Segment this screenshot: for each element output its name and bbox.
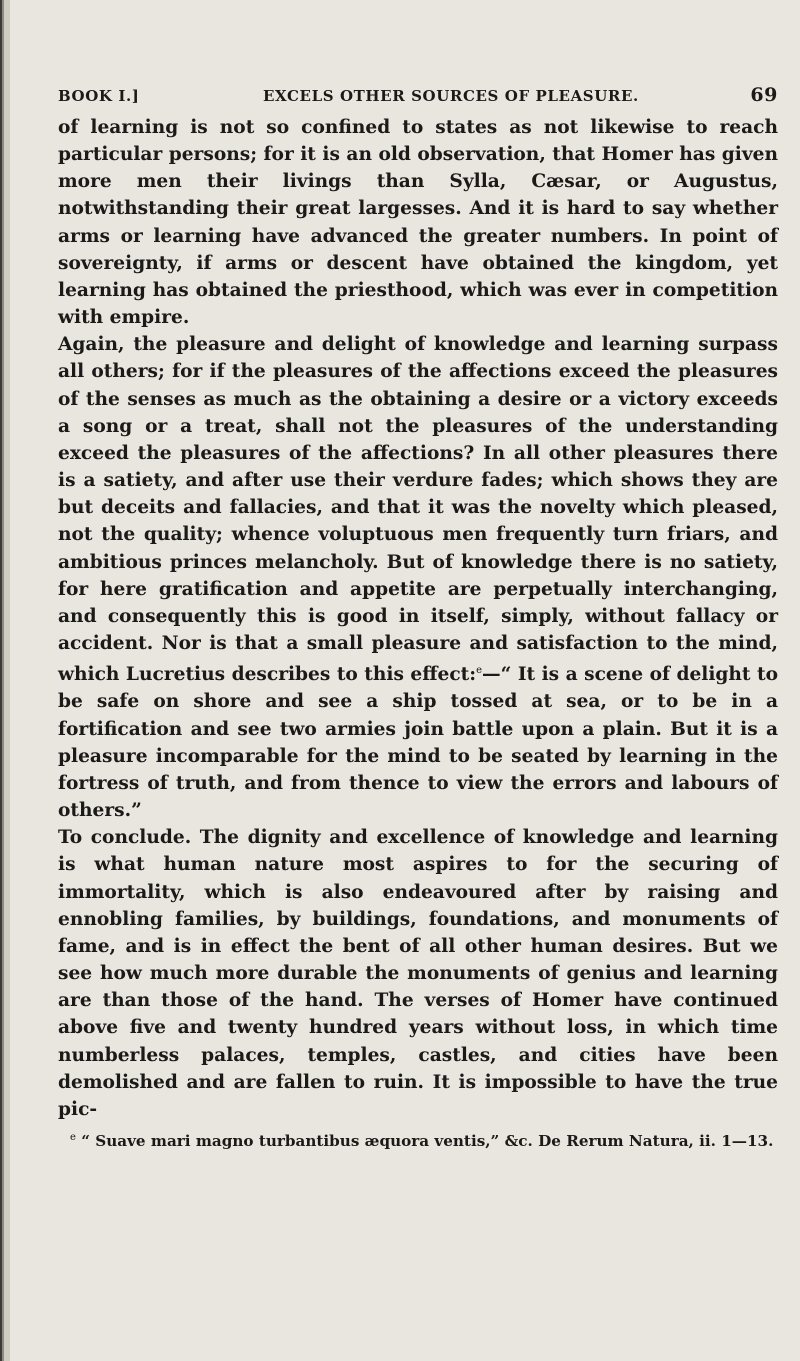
footnote-text: “ Suave mari magno turbantibus æquora ventis,” &c. De Rerum Natura, ii. 1—13. [81, 1132, 774, 1151]
paragraph-2-text: Again, the pleasure and delight of knowledge and learning surpass all others; for if the pleasures of the affections exceed the pleasures of the senses as much as the obtaining a desire or a victory exceeds a song or a treat, shall not the pleasures of the understanding exceed the pleasures of the affections? In all other pleasures there is a satiety, and after use their verdure fades; which shows they are but deceits and fallacies, and that it was the novelty which pleased, not the quality; whence voluptuous men frequently turn friars, and ambitious princes melancholy. But of knowledge there is no satiety, for here gratification and appetite are perpetually interchanging, and consequently this is good in itself, simply, without fallacy or accident. Nor is that a small pleasure and satisfaction to the mind, which Lucretius describes to this effect: [58, 334, 778, 686]
paragraph-2 [58, 331, 778, 824]
body-text [58, 114, 778, 1123]
running-head [58, 84, 778, 112]
paragraph-3: To conclude. The dignity and excellence of knowledge and learning is what human nature most aspires to for the securing of immortality, which is also endeavoured after by raising and ennobling families, by buildings, foundations, and monuments of fame, and is in effect the bent of all other human desires. But we see how much more durable the monuments of genius and learning are than those of the hand. The verses of Homer have continued above five and twenty hundred years without loss, in which time numberless palaces, temples, castles, and cities have been demolished and are fallen to ruin. It is impossible to have the true pic- [58, 827, 778, 1120]
page-number: 69 [750, 84, 778, 106]
paragraph-1: of learning is not so confined to states as not likewise to reach particular persons; for it is an old observation, that Homer has given more men their livings than Sylla, Cæsar, or Augustus, notwithstanding their great largesses. And it is hard to say whether arms or learning have advanced the greater numbers. In point of sovereignty, if arms or descent have obtained the kingdom, yet learning has obtained the priesthood, which was ever in competition with empire. [58, 117, 778, 329]
footnote-reference: e [476, 665, 483, 677]
chapter-title: EXCELS OTHER SOURCES OF PLEASURE. [263, 87, 639, 105]
book-page [58, 84, 778, 1152]
page-binding-edge [0, 0, 10, 1361]
book-label: BOOK I.] [58, 87, 140, 105]
footnote-marker: e [70, 1131, 76, 1143]
lucretius-quote: —“ It is a scene of delight to be safe on shore and see a ship tossed at sea, or to be in a fortification and see two armies join battle upon a plain. But it is a pleasure incomparable for the mind to be seated by learning in the fortress of truth, and from thence to view the errors and labours of others.” [58, 664, 778, 822]
footnote [58, 1127, 778, 1152]
